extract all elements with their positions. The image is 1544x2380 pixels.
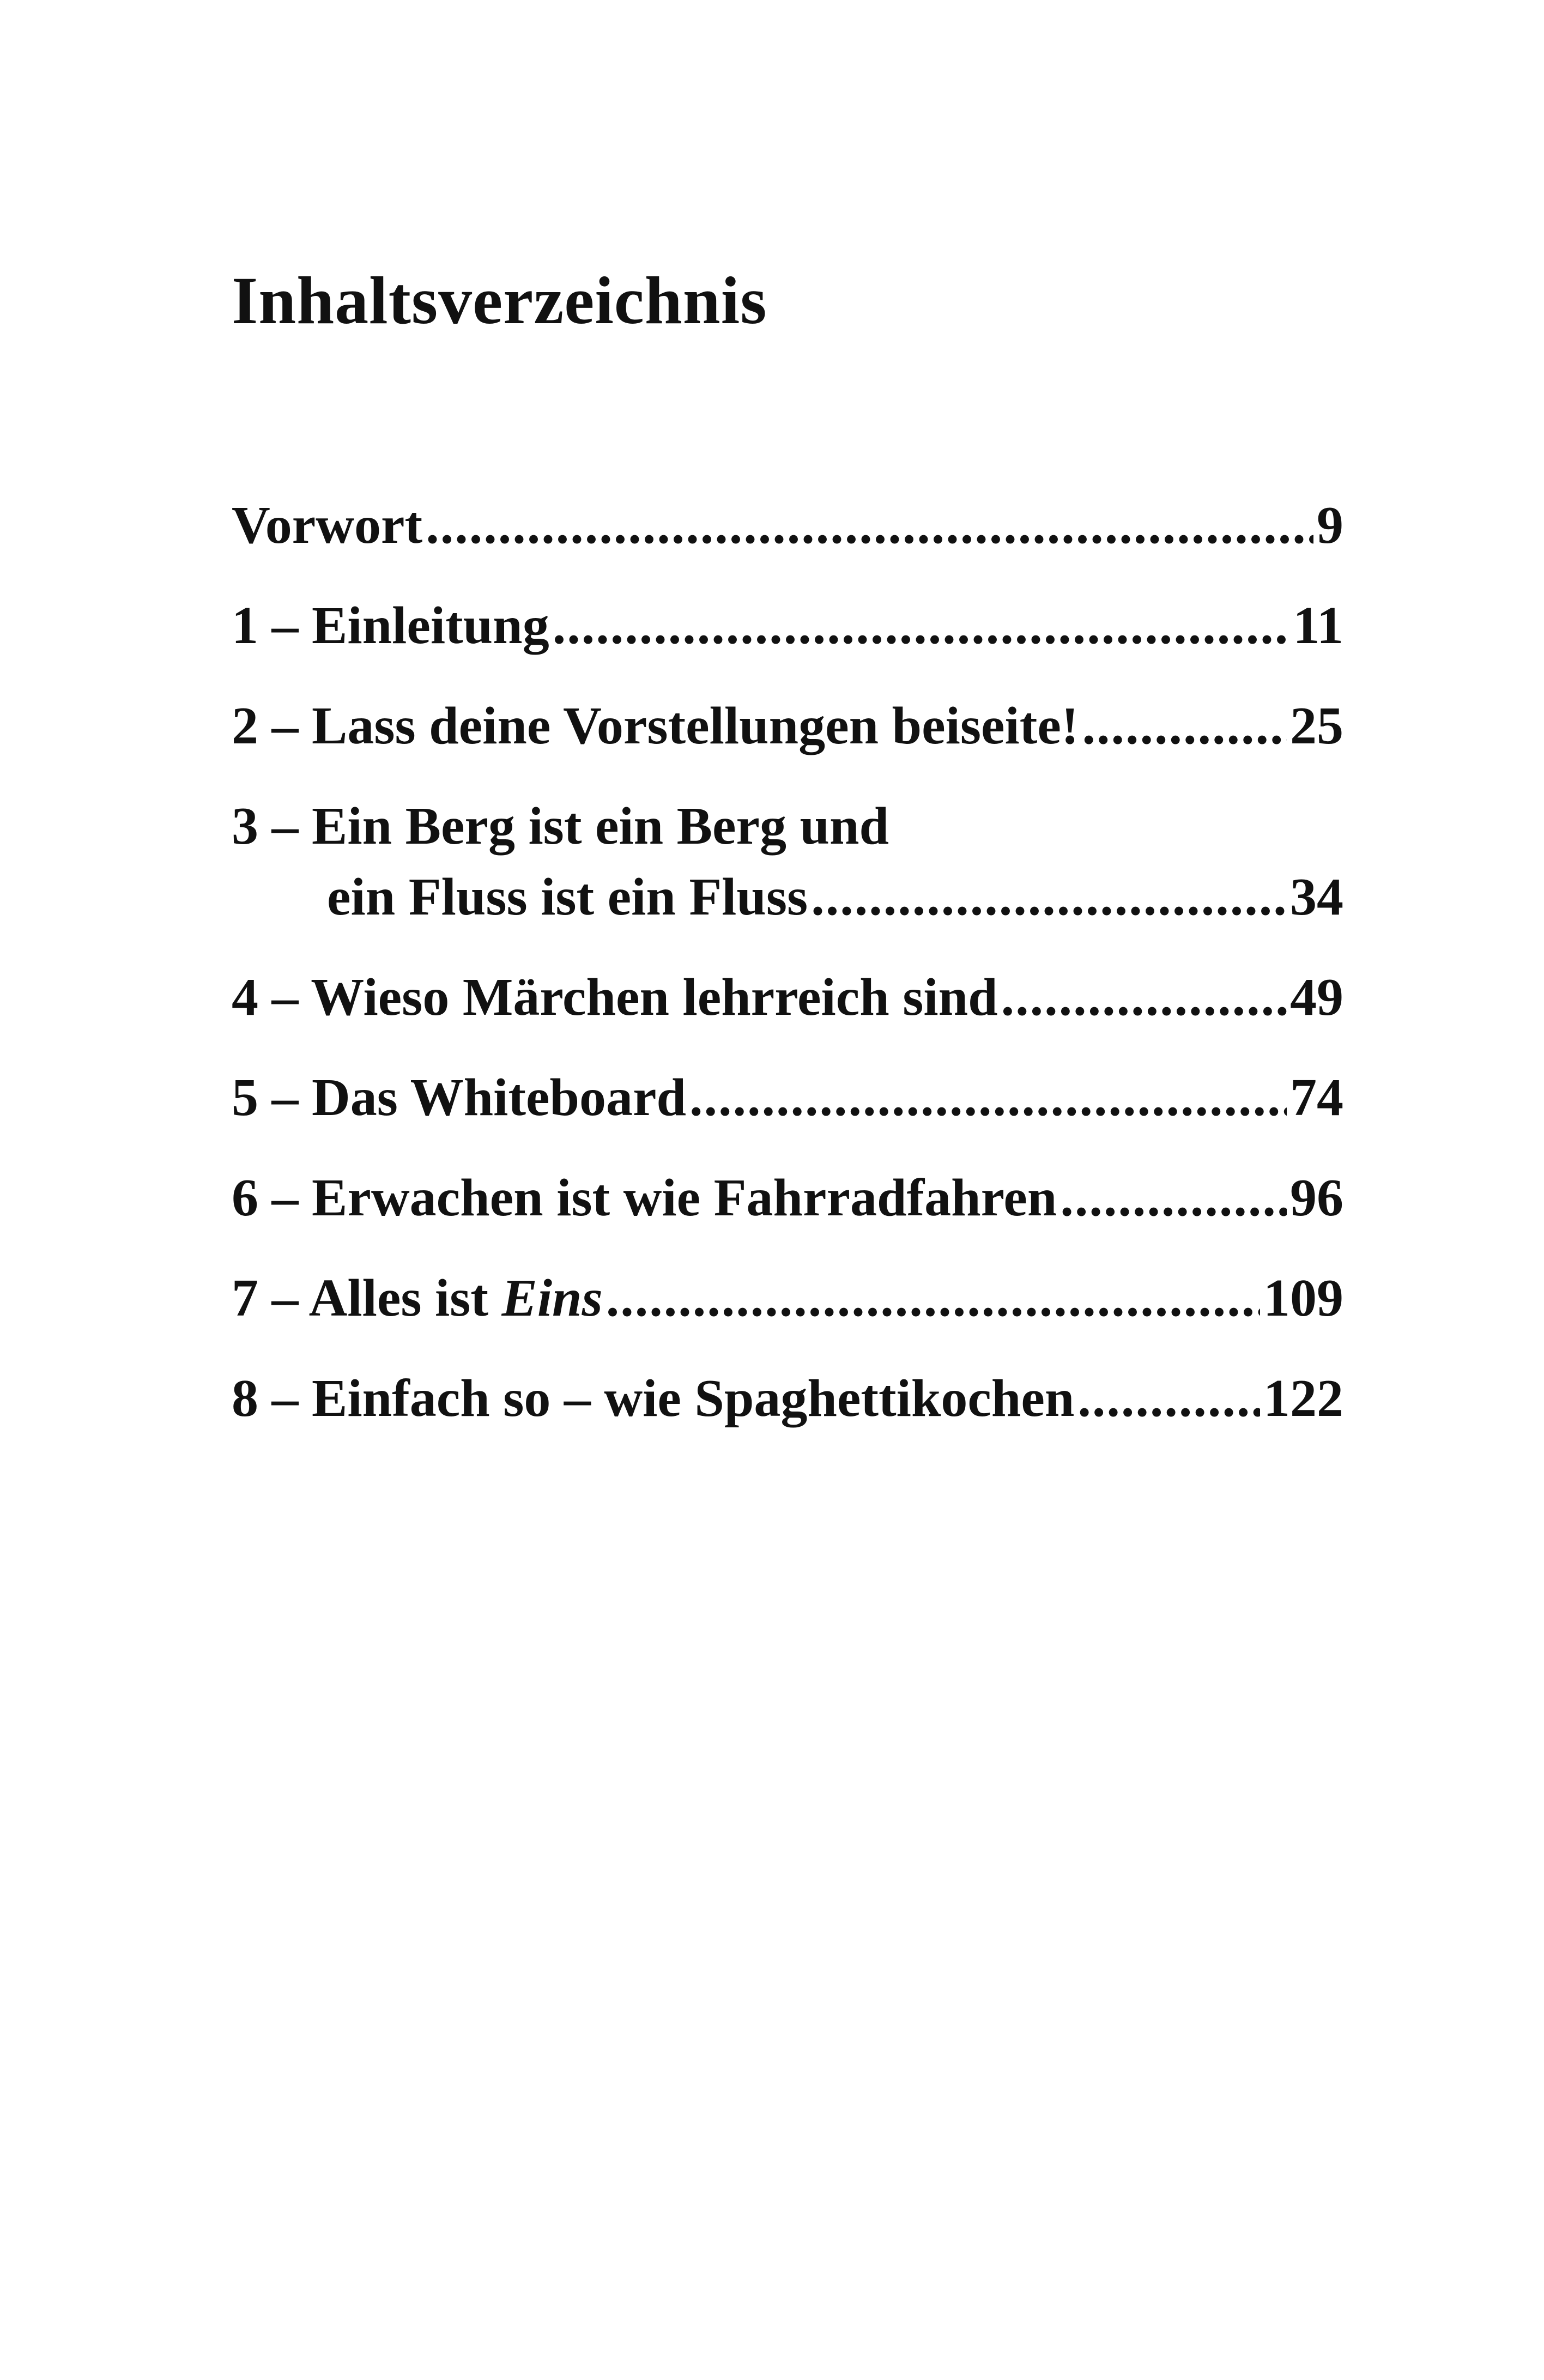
toc-entry-chapter-3[interactable] <box>232 794 1343 929</box>
page-title: Inhaltsverzeichnis <box>232 263 767 338</box>
toc-entry-chapter-8[interactable] <box>232 1366 1343 1431</box>
dot-leader <box>1077 1366 1260 1431</box>
toc-entry-page: 96 <box>1290 1168 1343 1227</box>
toc-entry-title: 4 – Wieso Märchen lehrreich sind <box>232 968 998 1027</box>
table-of-contents <box>232 493 1343 1467</box>
dot-leader <box>606 1266 1260 1330</box>
dot-leader <box>811 865 1287 929</box>
toc-entry-chapter-1[interactable] <box>232 594 1343 658</box>
toc-entry-title: 5 – Das Whiteboard <box>232 1068 687 1127</box>
toc-entry-title-line2: ein Fluss ist ein Fluss <box>327 868 808 926</box>
toc-entry-page: 74 <box>1290 1068 1343 1127</box>
toc-entry-chapter-7[interactable] <box>232 1266 1343 1330</box>
toc-entry-chapter-4[interactable] <box>232 965 1343 1029</box>
toc-entry-page: 11 <box>1293 596 1343 655</box>
toc-entry-chapter-5[interactable] <box>232 1065 1343 1130</box>
dot-leader <box>689 1065 1287 1130</box>
toc-entry-title <box>232 1266 603 1330</box>
toc-entry-title: 6 – Erwachen ist wie Fahrradfahren <box>232 1168 1057 1227</box>
toc-entry-title: 2 – Lass deine Vorstellungen beiseite! <box>232 697 1079 755</box>
dot-leader <box>1082 694 1287 758</box>
dot-leader <box>553 594 1290 658</box>
toc-entry-page: 34 <box>1290 868 1343 926</box>
toc-entry-title: Vorwort <box>232 496 423 555</box>
toc-entry-page: 25 <box>1290 697 1343 755</box>
dot-leader <box>1001 965 1287 1029</box>
toc-entry-page: 122 <box>1263 1369 1343 1428</box>
toc-entry-title-prefix: 7 – Alles ist <box>232 1269 502 1328</box>
dot-leader <box>426 493 1313 558</box>
toc-entry-page: 9 <box>1317 496 1343 555</box>
toc-entry-page: 109 <box>1263 1269 1343 1328</box>
toc-entry-title-line1: 3 – Ein Berg ist ein Berg und <box>232 797 889 856</box>
toc-entry-chapter-2[interactable] <box>232 694 1343 758</box>
toc-entry-chapter-6[interactable] <box>232 1166 1343 1230</box>
toc-entry-title-italic: Eins <box>501 1269 603 1328</box>
toc-entry-page: 49 <box>1290 968 1343 1027</box>
dot-leader <box>1060 1166 1287 1230</box>
toc-entry-second-line <box>232 865 1343 929</box>
toc-entry-title: 1 – Einleitung <box>232 596 549 655</box>
toc-entry-vorwort[interactable] <box>232 493 1343 558</box>
toc-entry-title: 8 – Einfach so – wie Spaghettikochen <box>232 1369 1075 1428</box>
